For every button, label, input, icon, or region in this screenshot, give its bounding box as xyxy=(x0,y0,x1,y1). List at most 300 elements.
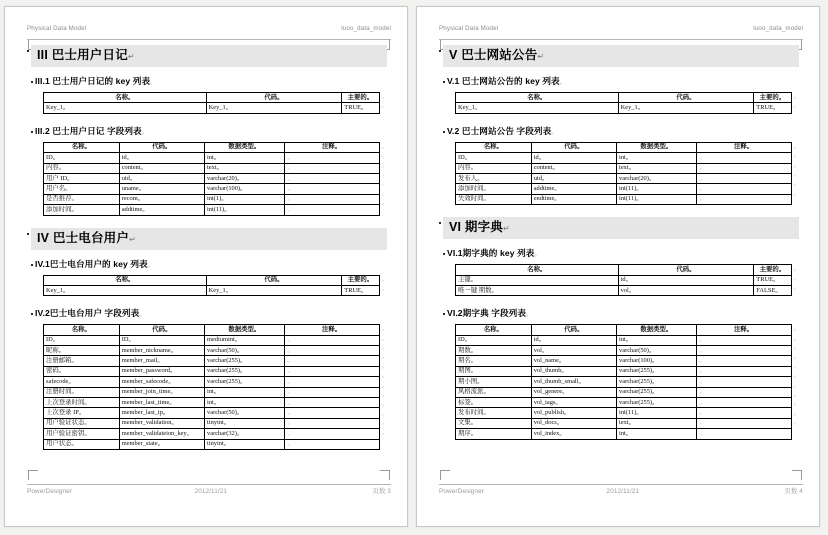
paragraph-mark: 。 xyxy=(287,154,294,161)
row-end-marks xyxy=(380,324,387,438)
column-header: 主要的。 xyxy=(754,93,791,103)
paragraph-mark: 。 xyxy=(150,80,157,86)
table-cell: text。 xyxy=(617,163,697,173)
paragraph-mark: 。 xyxy=(699,347,706,354)
table-cell: ID。 xyxy=(44,335,120,345)
document-page xyxy=(4,6,408,527)
table-row xyxy=(456,184,792,194)
table-header-row xyxy=(456,142,792,152)
paragraph-mark: 。 xyxy=(793,162,799,169)
paragraph-mark: 。 xyxy=(287,196,294,203)
table-cell: member_state。 xyxy=(119,439,204,449)
paragraph-mark: 。 xyxy=(381,354,387,361)
table-cell-empty xyxy=(284,439,379,449)
table-row xyxy=(44,285,380,295)
subsection-heading-text: III.2 巴士用户日记 字段列表 xyxy=(35,125,142,136)
paragraph-bullet-icon xyxy=(443,253,445,255)
paragraph-mark: 。 xyxy=(381,345,387,352)
table-cell-empty xyxy=(696,335,791,345)
table-cell: varchar(32)。 xyxy=(205,429,285,439)
table-row xyxy=(456,173,792,183)
paragraph-mark: 。 xyxy=(381,181,387,188)
table-cell: 内容。 xyxy=(456,163,532,173)
table-cell: 标签。 xyxy=(456,398,532,408)
table-cell: vol。 xyxy=(531,346,616,356)
paragraph-mark: 。 xyxy=(793,373,799,380)
table-cell: member_join_time。 xyxy=(119,387,204,397)
column-header: 代码。 xyxy=(206,93,342,103)
paragraph-mark: 。 xyxy=(534,252,541,259)
table-cell: ID。 xyxy=(456,335,532,345)
paragraph-mark: 。 xyxy=(381,420,387,427)
paragraph-mark: 。 xyxy=(793,363,799,370)
row-end-marks xyxy=(380,92,387,112)
key-list-table xyxy=(43,275,380,297)
table-cell: 风格流派。 xyxy=(456,387,532,397)
table-cell-empty xyxy=(284,387,379,397)
paragraph-mark: 。 xyxy=(381,373,387,380)
table-cell: id。 xyxy=(531,335,616,345)
table-cell-empty xyxy=(696,346,791,356)
table-cell-empty xyxy=(284,346,379,356)
paragraph-mark: 。 xyxy=(699,337,706,344)
table-cell: 期序。 xyxy=(456,429,532,439)
table-row xyxy=(456,408,792,418)
section-heading xyxy=(31,228,387,250)
table-cell-empty xyxy=(696,153,791,163)
paragraph-mark: 。 xyxy=(287,358,294,365)
paragraph-mark: 。 xyxy=(793,284,799,291)
table-cell: Key_1。 xyxy=(44,285,207,295)
paragraph-mark: 。 xyxy=(559,80,566,86)
table-cell: text。 xyxy=(617,418,697,428)
table-cell: varchar(20)。 xyxy=(617,173,697,183)
table-row xyxy=(44,439,380,449)
table-cell: int。 xyxy=(205,387,285,397)
table-cell: varchar(255)。 xyxy=(617,387,697,397)
column-header: 数据类型。 xyxy=(205,325,285,335)
table-cell-empty xyxy=(696,429,791,439)
table-row xyxy=(456,387,792,397)
table-cell: text。 xyxy=(205,163,285,173)
table-cell: TRUE。 xyxy=(754,103,791,113)
column-header: 代码。 xyxy=(206,275,342,285)
column-header: 名称。 xyxy=(456,265,619,275)
column-header: 名称。 xyxy=(44,93,207,103)
table-cell: int(11)。 xyxy=(617,184,697,194)
paragraph-bullet-icon xyxy=(443,131,445,133)
paragraph-mark: 。 xyxy=(287,206,294,213)
table-cell: member_safecode。 xyxy=(119,377,204,387)
table-row xyxy=(44,398,380,408)
table-cell: tinyint。 xyxy=(205,439,285,449)
section-heading xyxy=(443,217,799,239)
column-header: 代码。 xyxy=(618,93,754,103)
table-cell-empty xyxy=(696,173,791,183)
paragraph-bullet-icon xyxy=(443,81,445,83)
page-content xyxy=(31,45,387,462)
page-content xyxy=(443,45,799,452)
paragraph-mark: 。 xyxy=(551,129,558,136)
paragraph-mark: 。 xyxy=(793,420,799,427)
table-cell: 用户 ID。 xyxy=(44,173,120,183)
footer-page-number: 页数 4 xyxy=(784,488,803,495)
table-cell: 主键。 xyxy=(456,275,619,285)
column-header: 代码。 xyxy=(119,142,204,152)
table-cell: vol_thumb_small。 xyxy=(531,377,616,387)
header-left-text: Physical Data Model xyxy=(439,25,499,32)
paragraph-bullet-icon xyxy=(27,50,29,52)
table-cell: 添加时间。 xyxy=(456,184,532,194)
table-header-row xyxy=(456,93,792,103)
table-cell: 文集。 xyxy=(456,418,532,428)
subsection-heading-text: V.1 巴士网站公告的 key 列表 xyxy=(447,76,560,86)
paragraph-mark: 。 xyxy=(699,185,706,192)
table-cell: 用户状态。 xyxy=(44,439,120,449)
table-cell: int(11)。 xyxy=(617,408,697,418)
table-row xyxy=(456,194,792,204)
table-cell: FALSE。 xyxy=(754,285,791,295)
row-end-marks xyxy=(380,275,387,295)
paragraph-mark: 。 xyxy=(381,285,387,292)
paragraph-mark: 。 xyxy=(381,200,387,207)
column-header: 代码。 xyxy=(119,325,204,335)
page-header xyxy=(439,25,803,40)
paragraph-mark: 。 xyxy=(793,94,799,100)
table-cell: Key_1。 xyxy=(206,103,342,113)
table-cell: TRUE。 xyxy=(342,103,379,113)
table-cell: member_password。 xyxy=(119,366,204,376)
table-row xyxy=(456,418,792,428)
table-cell: int。 xyxy=(205,153,285,163)
table-cell: vol_thumb。 xyxy=(531,366,616,376)
table-cell: endtime。 xyxy=(531,194,616,204)
table-cell: 昵称。 xyxy=(44,346,120,356)
column-header: 主要的。 xyxy=(754,265,791,275)
table-cell-empty xyxy=(284,194,379,204)
paragraph-mark: 。 xyxy=(381,276,387,283)
table-row xyxy=(44,356,380,366)
table-cell: 期小图。 xyxy=(456,377,532,387)
page-canvas xyxy=(5,7,407,526)
table-cell-empty xyxy=(284,366,379,376)
table-cell-empty xyxy=(696,356,791,366)
table-cell: 唯一键 期数。 xyxy=(456,285,619,295)
table-cell: 发布人。 xyxy=(456,173,532,183)
table-cell: TRUE。 xyxy=(754,275,791,285)
table-cell: 上次登录 IP。 xyxy=(44,408,120,418)
table-cell: varchar(255)。 xyxy=(205,366,285,376)
field-list-table xyxy=(455,142,792,205)
table-row xyxy=(44,387,380,397)
table-header-row xyxy=(456,265,792,275)
footer-date: 2012/11/21 xyxy=(606,488,640,495)
table-cell-empty xyxy=(696,398,791,408)
table-cell-empty xyxy=(284,429,379,439)
footer-date: 2012/11/21 xyxy=(194,488,228,495)
table-cell-empty xyxy=(284,335,379,345)
paragraph-mark: 。 xyxy=(287,185,294,192)
column-header: 主要的。 xyxy=(342,93,379,103)
table-cell: vol_genere。 xyxy=(531,387,616,397)
table-cell: int。 xyxy=(205,398,285,408)
paragraph-mark: 。 xyxy=(699,165,706,172)
paragraph-mark: 。 xyxy=(699,399,706,406)
paragraph-mark: 。 xyxy=(699,378,706,385)
paragraph-mark: 。 xyxy=(793,143,799,150)
subsection-heading-text: IV.1巴士电台用户的 key 列表 xyxy=(35,258,148,269)
table-cell: member_validateion_key。 xyxy=(119,429,204,439)
row-end-marks xyxy=(380,142,387,209)
table-cell: int(11)。 xyxy=(617,194,697,204)
paragraph-mark: 。 xyxy=(287,347,294,354)
column-header: 名称。 xyxy=(44,325,120,335)
margin-mark-bottom-left xyxy=(28,470,38,480)
paragraph-bullet-icon xyxy=(31,313,33,315)
paragraph-mark: 。 xyxy=(793,410,799,417)
column-header: 名称。 xyxy=(44,275,207,285)
table-cell-empty xyxy=(284,153,379,163)
paragraph-mark: 。 xyxy=(287,368,294,375)
table-wrapper xyxy=(43,92,387,114)
table-cell-empty xyxy=(284,184,379,194)
paragraph-bullet-icon xyxy=(439,222,441,224)
table-cell: varchar(50)。 xyxy=(617,346,697,356)
paragraph-mark: 。 xyxy=(287,430,294,437)
column-header: 注释。 xyxy=(284,142,379,152)
paragraph-mark: 。 xyxy=(287,399,294,406)
header-right-text: luoo_data_model xyxy=(341,25,391,32)
field-list-table xyxy=(455,324,792,439)
table-cell-empty xyxy=(284,398,379,408)
column-header: 注释。 xyxy=(284,325,379,335)
table-row xyxy=(44,163,380,173)
table-cell-empty xyxy=(284,163,379,173)
table-cell: Key_1。 xyxy=(44,103,207,113)
table-wrapper xyxy=(455,324,799,439)
column-header: 代码。 xyxy=(531,142,616,152)
paragraph-mark: 。 xyxy=(793,181,799,188)
pilcrow-icon: ↵ xyxy=(537,52,545,61)
column-header: 名称。 xyxy=(456,325,532,335)
paragraph-mark: 。 xyxy=(793,266,799,273)
key-list-table xyxy=(455,92,792,114)
table-cell: vol_publish。 xyxy=(531,408,616,418)
table-cell-empty xyxy=(696,408,791,418)
table-row xyxy=(44,346,380,356)
table-cell: 注册邮箱。 xyxy=(44,356,120,366)
section-heading-text: VI 期字典 xyxy=(449,220,503,235)
table-cell: varchar(255)。 xyxy=(617,398,697,408)
table-cell: int。 xyxy=(617,335,697,345)
table-cell: content。 xyxy=(119,163,204,173)
table-cell: varchar(100)。 xyxy=(617,356,697,366)
table-cell: vol_tags。 xyxy=(531,398,616,408)
table-wrapper xyxy=(43,142,387,216)
paragraph-mark: 。 xyxy=(793,171,799,178)
table-row xyxy=(44,153,380,163)
table-cell: 密码。 xyxy=(44,366,120,376)
subsection-heading xyxy=(447,126,799,139)
field-list-table xyxy=(43,324,380,450)
row-end-marks xyxy=(792,324,799,428)
table-row xyxy=(44,103,380,113)
paragraph-mark: 。 xyxy=(381,410,387,417)
margin-mark-bottom-right xyxy=(792,470,802,480)
table-cell: varchar(255)。 xyxy=(205,377,285,387)
section-heading-text: V 巴士网站公告 xyxy=(449,48,538,62)
paragraph-mark: 。 xyxy=(287,378,294,385)
paragraph-mark: 。 xyxy=(287,420,294,427)
subsection-heading-text: IV.2巴士电台用户 字段列表 xyxy=(35,308,140,319)
paragraph-mark: 。 xyxy=(699,430,706,437)
table-cell: 期图。 xyxy=(456,366,532,376)
paragraph-mark: 。 xyxy=(699,420,706,427)
row-end-marks xyxy=(792,264,799,293)
section-heading xyxy=(31,45,387,67)
table-cell: 期数。 xyxy=(456,346,532,356)
table-cell-empty xyxy=(284,418,379,428)
table-row xyxy=(456,377,792,387)
row-end-marks xyxy=(792,142,799,199)
table-cell: addtime。 xyxy=(531,184,616,194)
table-cell: 期名。 xyxy=(456,356,532,366)
paragraph-mark: 。 xyxy=(287,441,294,448)
table-row xyxy=(44,205,380,215)
table-cell-empty xyxy=(284,356,379,366)
paragraph-mark: 。 xyxy=(381,401,387,408)
table-cell: 失效时间。 xyxy=(456,194,532,204)
column-header: 名称。 xyxy=(456,93,619,103)
paragraph-mark: 。 xyxy=(381,363,387,370)
subsection-heading xyxy=(447,248,799,261)
table-wrapper xyxy=(43,275,387,297)
table-cell: content。 xyxy=(531,163,616,173)
table-row xyxy=(456,335,792,345)
paragraph-mark: 。 xyxy=(699,368,706,375)
table-row xyxy=(456,103,792,113)
column-header: 名称。 xyxy=(456,142,532,152)
table-row xyxy=(44,408,380,418)
table-cell: vol_docs。 xyxy=(531,418,616,428)
table-cell: ID。 xyxy=(44,153,120,163)
table-cell: 添加时间。 xyxy=(44,205,120,215)
table-cell: vol。 xyxy=(618,285,754,295)
paragraph-mark: 。 xyxy=(381,143,387,150)
paragraph-mark: 。 xyxy=(287,165,294,172)
table-cell: vol_index。 xyxy=(531,429,616,439)
table-header-row xyxy=(44,142,380,152)
paragraph-mark: 。 xyxy=(381,429,387,436)
table-row xyxy=(456,346,792,356)
subsection-heading xyxy=(35,308,387,321)
pilcrow-icon: ↵ xyxy=(129,234,136,244)
paragraph-mark: 。 xyxy=(381,103,387,110)
table-cell: uid。 xyxy=(531,173,616,183)
paragraph-mark: 。 xyxy=(381,190,387,197)
subsection-heading xyxy=(35,126,387,139)
table-cell: 注册时间。 xyxy=(44,387,120,397)
paragraph-bullet-icon xyxy=(31,131,33,133)
paragraph-mark: 。 xyxy=(287,337,294,344)
page-canvas xyxy=(417,7,819,526)
table-row xyxy=(44,184,380,194)
paragraph-mark: 。 xyxy=(793,103,799,110)
table-row xyxy=(456,275,792,285)
table-header-row xyxy=(456,325,792,335)
table-cell: uname。 xyxy=(119,184,204,194)
table-header-row xyxy=(44,325,380,335)
table-cell: varchar(255)。 xyxy=(205,356,285,366)
table-row xyxy=(456,285,792,295)
paragraph-mark: 。 xyxy=(793,354,799,361)
table-wrapper xyxy=(43,324,387,450)
paragraph-mark: 。 xyxy=(793,401,799,408)
subsection-heading xyxy=(35,76,387,89)
paragraph-mark: 。 xyxy=(381,162,387,169)
table-cell-empty xyxy=(696,418,791,428)
paragraph-mark: 。 xyxy=(381,335,387,342)
subsection-heading-text: VI.1期字典的 key 列表 xyxy=(447,248,535,259)
table-cell: int。 xyxy=(617,429,697,439)
table-cell: varchar(255)。 xyxy=(617,366,697,376)
page-header xyxy=(27,25,391,40)
table-cell-empty xyxy=(284,173,379,183)
paragraph-mark: 。 xyxy=(139,312,146,319)
pilcrow-icon: ↵ xyxy=(127,52,135,61)
subsection-heading xyxy=(447,308,799,321)
table-cell: 用户验证密钥。 xyxy=(44,429,120,439)
table-cell: tinyint。 xyxy=(205,418,285,428)
table-wrapper xyxy=(455,264,799,296)
table-cell-empty xyxy=(696,366,791,376)
table-cell: safecode。 xyxy=(44,377,120,387)
paragraph-mark: 。 xyxy=(381,392,387,399)
section-heading-text: IV 巴士电台用户 xyxy=(37,230,130,245)
footer-page-number: 页数 3 xyxy=(372,488,391,495)
section-heading-text: III 巴士用户日记 xyxy=(37,48,128,62)
table-cell-empty xyxy=(696,194,791,204)
footer-app-name: PowerDesigner xyxy=(439,488,484,495)
column-header: 主要的。 xyxy=(342,275,379,285)
paragraph-mark: 。 xyxy=(147,262,154,269)
header-right-text: luoo_data_model xyxy=(753,25,803,32)
column-header: 注释。 xyxy=(696,325,791,335)
paragraph-mark: 。 xyxy=(793,345,799,352)
paragraph-mark: 。 xyxy=(793,153,799,160)
footer-app-name: PowerDesigner xyxy=(27,488,72,495)
table-cell: addtime。 xyxy=(119,205,204,215)
row-end-marks xyxy=(792,92,799,112)
table-cell-empty xyxy=(696,377,791,387)
table-row xyxy=(456,163,792,173)
paragraph-mark: 。 xyxy=(793,382,799,389)
paragraph-bullet-icon xyxy=(439,50,441,52)
table-cell-empty xyxy=(284,408,379,418)
table-cell: TRUE。 xyxy=(342,285,379,295)
table-cell: member_last_time。 xyxy=(119,398,204,408)
paragraph-bullet-icon xyxy=(31,81,33,83)
column-header: 名称。 xyxy=(44,142,120,152)
table-cell: member_mail。 xyxy=(119,356,204,366)
column-header: 数据类型。 xyxy=(617,325,697,335)
paragraph-mark: 。 xyxy=(381,171,387,178)
table-cell: int(1)。 xyxy=(205,194,285,204)
subsection-heading xyxy=(447,76,799,89)
table-cell: 用户名。 xyxy=(44,184,120,194)
table-cell: varchar(100)。 xyxy=(205,184,285,194)
paragraph-mark: 。 xyxy=(381,94,387,100)
